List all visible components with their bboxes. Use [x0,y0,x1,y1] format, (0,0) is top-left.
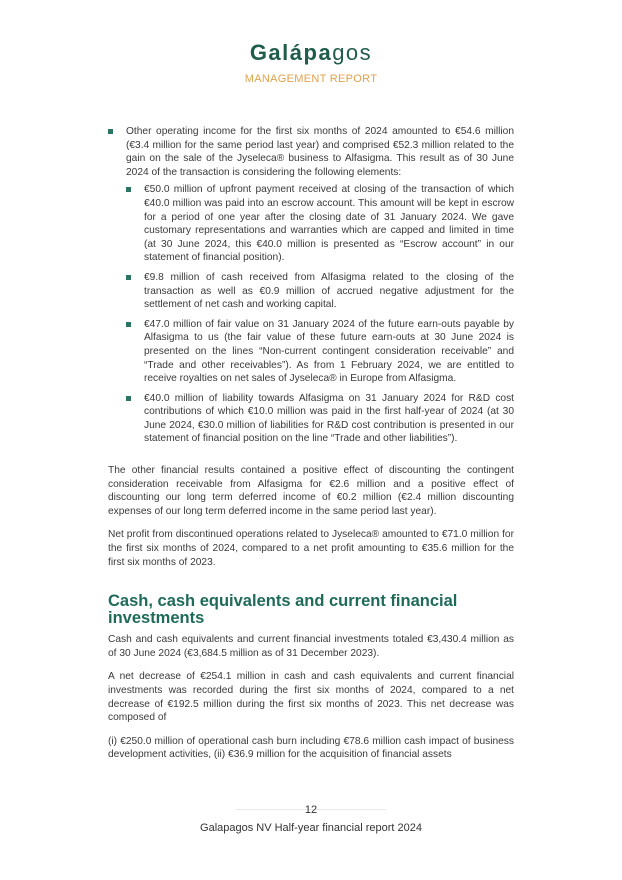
paragraph-composition: (i) €250.0 million of operational cash burn including €78.6 million cash impact of business development activities, (ii) €36.9 million for the acquisition of financial assets [108,735,514,761]
page-number: 12 [304,804,318,816]
report-body [108,125,514,762]
galapagos-logo: Galápagos [249,40,373,65]
list-item [108,125,514,446]
section-label: MANAGEMENT REPORT [244,73,378,85]
paragraph-other-financial-results: The other financial results contained a positive effect of discounting the contingent consideration receivable from Alfasigma for €2.6 million and a positive effect of discounting our long term deferred income of €0.2 million (€2.4 million discounting expenses of our long term deferred income in the same period last year). [108,465,514,517]
list-item: €9.8 million of cash received from Alfasigma related to the closing of the transaction as well as €0.9 million of accrued negative adjustment for the settlement of net cash and working capital. [126,271,514,312]
footer-title: Galapagos NV Half-year financial report 2024 [200,822,422,834]
paragraph-net-decrease: A net decrease of €254.1 million in cash and cash equivalents and current financial investments was recorded during the first six months of 2024, compared to a net decrease of €192.5 million during the first six months of 2023. This net decrease was composed of [108,671,514,724]
list-item: €40.0 million of liability towards Alfasigma on 31 January 2024 for R&D cost contributions of which €10.0 million was paid in the first half-year of 2024 (at 30 June 2024, €30.0 million of liabilities for R&D cost contribution is presented in our statement of financial position on the line “Trade and other liabilities”). [126,392,514,446]
sub-list [126,183,514,446]
list-item: €47.0 million of fair value on 31 January 2024 of the future earn-outs payable by Alfasigma to us (the fair value of these future earn-outs at 30 June 2024 is presented on the lines “Non-current contingent consideration receivable” and “Trade and other receivables”). As from 1 February 2024, we are entitled to receive royalties on net sales of Jyseleca® in Europe from Alfasigma. [126,318,514,386]
paragraph-net-profit: Net profit from discontinued operations related to Jyseleca® amounted to €71.0 million for the first six months of 2024, compared to a net profit amounting to €35.6 million for the first six months of 2023. [108,529,514,568]
list-item: €50.0 million of upfront payment received at closing of the transaction of which €40.0 million was paid into an escrow account. This amount will be kept in escrow for a period of one year after the closing date of 31 January 2024. We gave customary representations and warranties which are capped and limited in time (at 30 June 2024, this €40.0 million is presented as “Escrow account” in our statement of financial position). [126,183,514,265]
section-heading: Cash, cash equivalents and current financial investments [108,592,458,628]
paragraph-cash-totals: Cash and cash equivalents and current financial investments totaled €3,430.4 million as of 30 June 2024 (€3,684.5 million as of 31 December 2023). [108,634,514,659]
paragraph-other-operating-income: Other operating income for the first six months of 2024 amounted to €54.6 million (€3.4 million for the same period last year) and comprised €52.3 million related to the gain on the sale of the Jyseleca® business to Alfasigma. This result as of 30 June 2024 of the transaction is considering the following elements: [126,126,514,178]
